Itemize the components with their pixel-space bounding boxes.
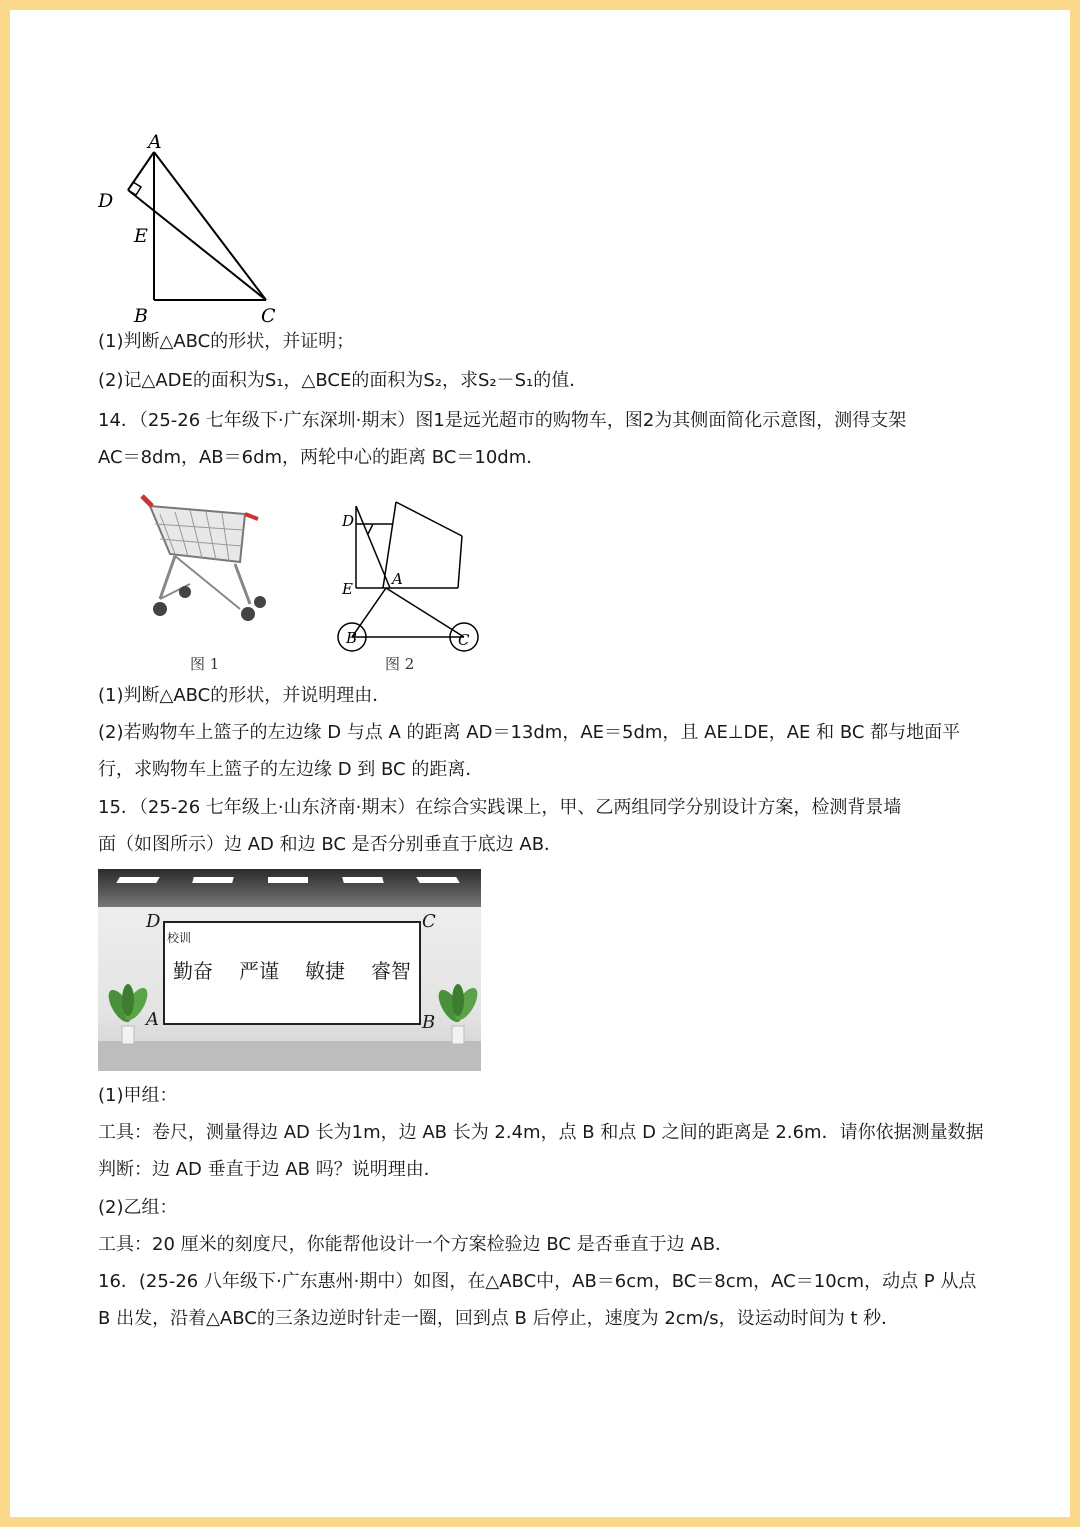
motto-2: 严谨 [239,959,279,983]
q15-yi-heading: (2)乙组： [98,1197,178,1218]
label-e: E [134,225,148,247]
fig2-label-e: E [342,580,353,598]
q14-part1: (1)判断△ABC的形状，并说明理由． [98,685,391,706]
plant-right [436,984,481,1049]
q15-yi-tool: 工具：20 厘米的刻度尺，你能帮他设计一个方案检验边 BC 是否垂直于边 AB． [98,1234,734,1255]
fig2-label-b: B [346,629,358,647]
wall-label-d: D [146,911,161,932]
segment-ac [154,152,266,300]
q15-jia-tool: 工具：卷尺，测量得边 AD 长为1m，边 AB 长为 2.4m，点 B 和点 D 之间的距离是 2.6m．请你依据测量数据 [98,1122,984,1143]
fig2-label-a: A [392,570,403,588]
q15-jia-heading: (1)甲组： [98,1085,178,1106]
label-c: C [261,305,276,327]
figure2-caption: 图 2 [385,655,415,673]
background-wall-image [98,869,481,1071]
q14-stem-line2: AC＝8dm，AB＝6dm，两轮中心的距离 BC＝10dm． [98,447,545,468]
segment-dc [128,190,266,300]
motto-title: 校训 [167,931,192,945]
fig2-label-c: C [458,631,470,649]
cart-schematic-figure [328,494,498,654]
segment-da [128,152,154,190]
document-page [10,10,1070,1517]
label-b: B [134,305,148,327]
fig2-label-d: D [342,512,355,530]
motto-3: 敏捷 [305,959,345,983]
triangle-figure [98,130,298,330]
q13-part2: (2)记△ADE的面积为S₁，△BCE的面积为S₂，求S₂－S₁的值． [98,370,588,391]
wall-label-b: B [422,1012,436,1033]
wall-label-a: A [146,1009,159,1030]
motto-board [163,921,421,1025]
motto-1: 勤奋 [173,959,213,983]
motto-4: 睿智 [371,959,411,983]
label-d: D [98,190,114,212]
plant-left [106,984,151,1049]
q14-part2-line2: 行，求购物车上篮子的左边缘 D 到 BC 的距离． [98,759,484,780]
q15-jia-question: 判断：边 AD 垂直于边 AB 吗？说明理由． [98,1159,442,1180]
shopping-cart-image [130,484,270,629]
label-a: A [148,131,162,153]
q15-stem-line2: 面（如图所示）边 AD 和边 BC 是否分别垂直于底边 AB． [98,834,563,855]
wall-label-c: C [422,911,436,932]
q16-stem-line2: B 出发，沿着△ABC的三条边逆时针走一圈，回到点 B 后停止，速度为 2cm/s，设运动时间为 t 秒． [98,1308,900,1329]
figure1-caption: 图 1 [190,655,220,673]
q13-part1: (1)判断△ABC的形状，并证明； [98,331,355,352]
q14-stem-line1: 14．（25-26 七年级下·广东深圳·期末）图1是远光超市的购物车，图2为其侧面简化示意图，测得支架 [98,410,907,431]
q16-stem-line1: 16．(25-26 八年级下·广东惠州·期中）如图，在△ABC中，AB＝6cm，BC＝8cm，AC＝10cm，动点 P 从点 [98,1271,977,1292]
q14-part2-line1: (2)若购物车上篮子的左边缘 D 与点 A 的距离 AD＝13dm，AE＝5dm，且 AE⊥DE，AE 和 BC 都与地面平 [98,722,961,743]
q15-stem-line1: 15．（25-26 七年级上·山东济南·期末）在综合实践课上，甲、乙两组同学分别设计方案，检测背景墙 [98,797,902,818]
